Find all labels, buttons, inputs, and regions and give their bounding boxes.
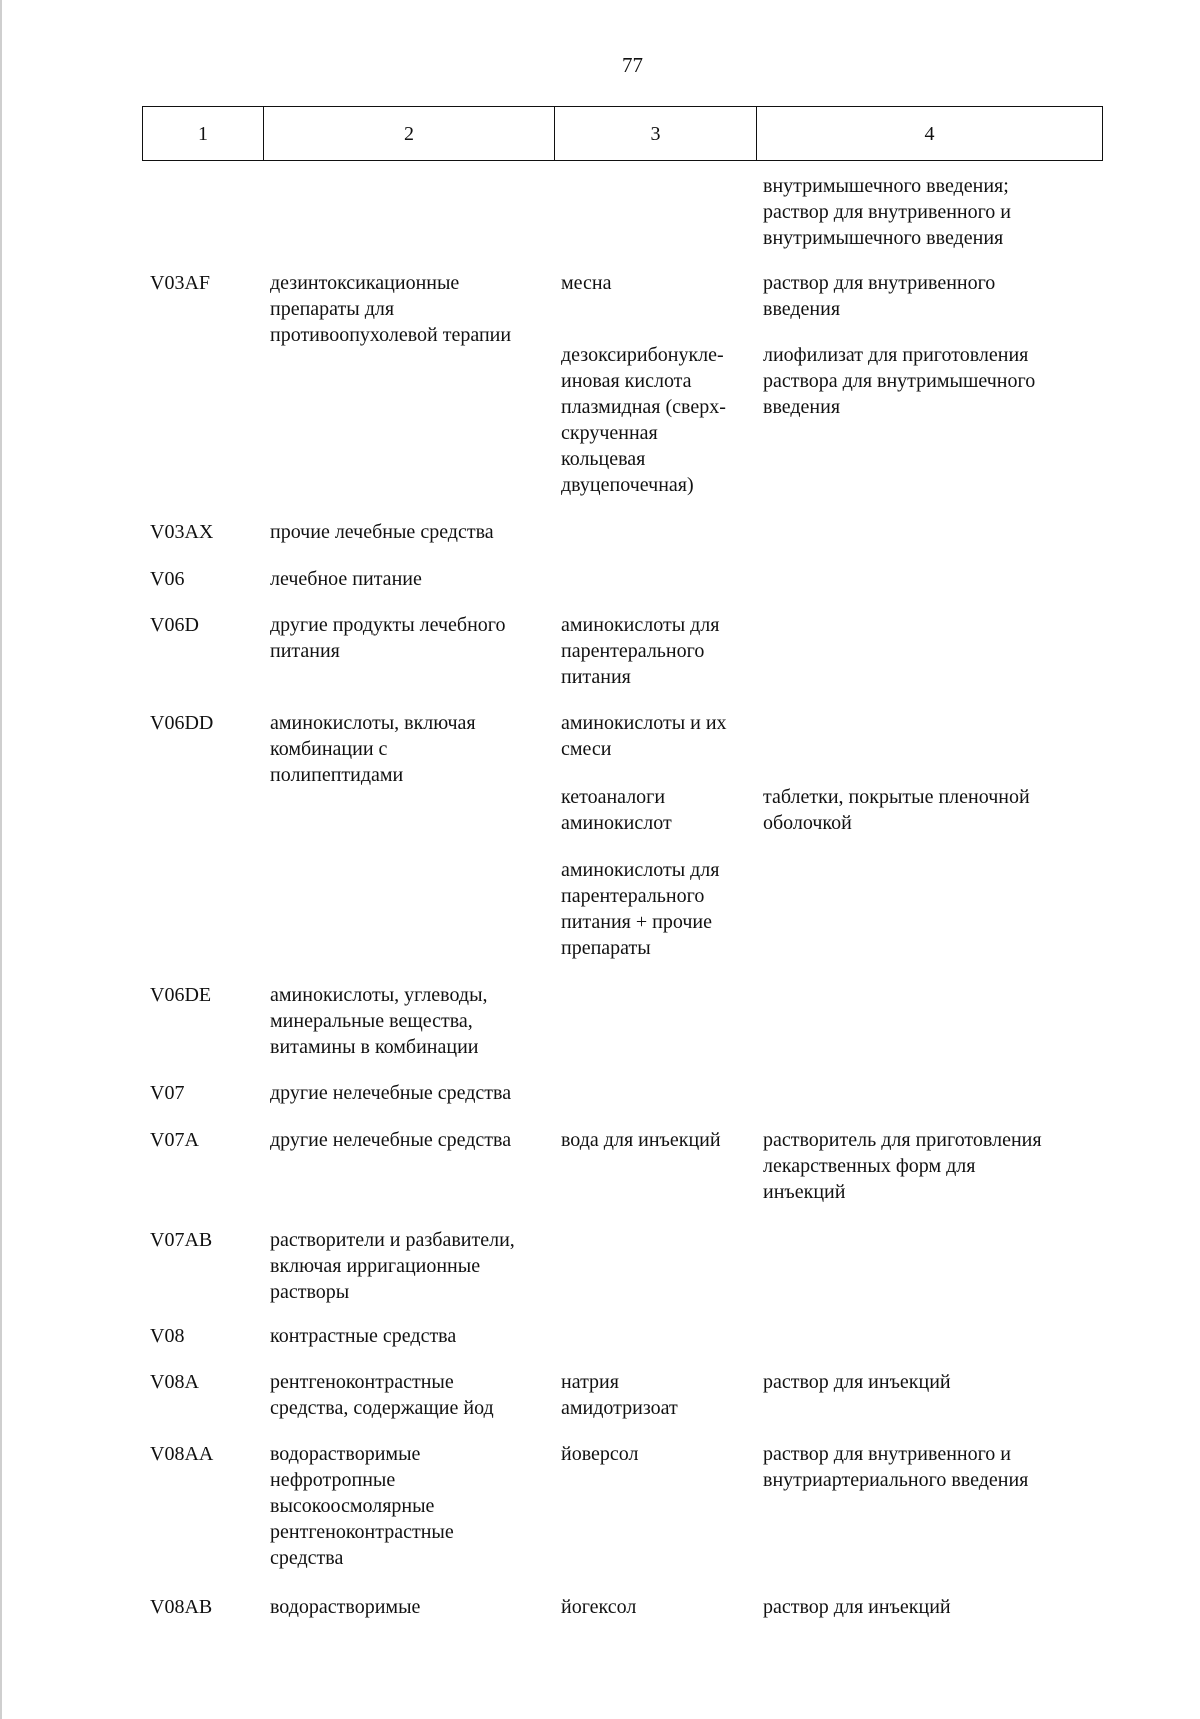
code-cell <box>150 519 213 545</box>
cell-line: лиофилизат для приготовления <box>763 344 1029 366</box>
cell-line: йогексол <box>561 1596 637 1618</box>
page-number: 77 <box>622 53 643 77</box>
cell-line: нефротропные <box>270 1469 396 1491</box>
cell-line: V06 <box>150 568 185 590</box>
code-cell <box>150 710 213 736</box>
cell-line: растворы <box>270 1281 350 1303</box>
cell-line: включая ирригационные <box>270 1255 481 1277</box>
cell-line: парентерального <box>561 885 705 907</box>
cell-line: раствор для внутривенного <box>763 272 996 294</box>
page-edge-line <box>0 0 2 1719</box>
header-col-4: 4 <box>757 107 1103 161</box>
header-row <box>143 107 1103 161</box>
cell-line: плазмидная (сверх- <box>561 396 726 418</box>
group-name-cell <box>270 612 506 664</box>
cell-line: внутримышечного введения <box>763 227 1004 249</box>
cell-line: V07A <box>150 1129 199 1151</box>
cell-line: V08 <box>150 1325 185 1347</box>
cell-line: раствор для внутривенного и <box>763 201 1012 223</box>
code-cell <box>150 1323 184 1349</box>
substance-cell <box>561 784 672 836</box>
code-cell <box>150 612 199 638</box>
cell-line: комбинации с <box>270 738 388 760</box>
cell-line: полипептидами <box>270 764 404 786</box>
cell-line: препараты <box>561 937 651 959</box>
group-name-cell <box>270 1323 456 1349</box>
substance-cell <box>561 1441 639 1467</box>
cell-line: лекарственных форм для <box>763 1155 976 1177</box>
cell-line: V03AF <box>150 272 211 294</box>
cell-line: двуцепочечная) <box>561 474 694 496</box>
substance-cell <box>561 1594 636 1620</box>
cell-line: аминокислоты и их <box>561 712 727 734</box>
cell-line: V06D <box>150 614 199 636</box>
cell-line: питания + прочие <box>561 911 712 933</box>
group-name-cell <box>270 1080 511 1106</box>
cell-line: витамины в комбинации <box>270 1036 479 1058</box>
cell-line: другие нелечебные средства <box>270 1129 512 1151</box>
table-header <box>142 106 1103 161</box>
cell-line: оболочкой <box>763 812 852 834</box>
group-name-cell <box>270 1441 454 1571</box>
cell-line: питания <box>270 640 340 662</box>
group-name-cell <box>270 519 494 545</box>
cell-line: V03AX <box>150 521 214 543</box>
code-cell <box>150 1127 199 1153</box>
group-name-cell <box>270 1369 494 1421</box>
cell-line: кетоаналоги <box>561 786 666 808</box>
cell-line: V07 <box>150 1082 185 1104</box>
cell-line: раствор для инъекций <box>763 1371 951 1393</box>
cell-line: вода для инъекций <box>561 1129 721 1151</box>
substance-cell <box>561 612 720 690</box>
code-cell <box>150 1441 213 1467</box>
cell-line: средства, содержащие йод <box>270 1397 494 1419</box>
cell-line: препараты для <box>270 298 395 320</box>
cell-line: внутримышечного введения; <box>763 175 1009 197</box>
cell-line: смеси <box>561 738 612 760</box>
code-cell <box>150 1080 184 1106</box>
cell-line: натрия <box>561 1371 619 1393</box>
substance-cell <box>561 857 720 961</box>
cell-line: питания <box>561 666 631 688</box>
dosage-form-cell <box>763 342 1035 420</box>
cell-line: аминокислоты, углеводы, <box>270 984 488 1006</box>
cell-line: V08AA <box>150 1443 214 1465</box>
cell-line: раствора для внутримышечного <box>763 370 1036 392</box>
substance-cell <box>561 1127 721 1153</box>
cell-line: введения <box>763 396 841 418</box>
substance-cell <box>561 1369 678 1421</box>
cell-line: введения <box>763 298 841 320</box>
cell-line: минеральные вещества, <box>270 1010 473 1032</box>
group-name-cell <box>270 710 476 788</box>
cell-line: аминокислоты для <box>561 614 720 636</box>
code-cell <box>150 566 184 592</box>
dosage-form-cell <box>763 270 995 322</box>
dosage-form-cell <box>763 1441 1028 1493</box>
code-cell <box>150 1369 199 1395</box>
header-col-2: 2 <box>264 107 555 161</box>
cell-line: амидотризоат <box>561 1397 678 1419</box>
cell-line: дезинтоксикационные <box>270 272 460 294</box>
cell-line: парентерального <box>561 640 705 662</box>
cell-line: V06DD <box>150 712 214 734</box>
cell-line: аминокислот <box>561 812 672 834</box>
cell-line: месна <box>561 272 612 294</box>
dosage-form-cell <box>763 173 1011 251</box>
cell-line: высокоосмолярные <box>270 1495 435 1517</box>
cell-line: лечебное питание <box>270 568 422 590</box>
group-name-cell <box>270 1594 420 1620</box>
cell-line: V07AB <box>150 1229 213 1251</box>
group-name-cell <box>270 982 488 1060</box>
header-col-3: 3 <box>555 107 757 161</box>
code-cell <box>150 982 211 1008</box>
substance-cell <box>561 710 727 762</box>
substance-cell <box>561 342 726 498</box>
cell-line: иновая кислота <box>561 370 692 392</box>
group-name-cell <box>270 1227 515 1305</box>
dosage-form-cell <box>763 1127 1042 1205</box>
dosage-form-cell <box>763 784 1030 836</box>
cell-line: скрученная <box>561 422 658 444</box>
cell-line: другие нелечебные средства <box>270 1082 512 1104</box>
cell-line: V06DE <box>150 984 212 1006</box>
cell-line: средства <box>270 1547 344 1569</box>
substance-cell <box>561 270 612 296</box>
cell-line: V08A <box>150 1371 199 1393</box>
cell-line: раствор для внутривенного и <box>763 1443 1012 1465</box>
cell-line: аминокислоты для <box>561 859 720 881</box>
cell-line: йоверсол <box>561 1443 639 1465</box>
dosage-form-cell <box>763 1369 951 1395</box>
cell-line: другие продукты лечебного <box>270 614 506 636</box>
group-name-cell <box>270 270 511 348</box>
code-cell <box>150 270 210 296</box>
cell-line: таблетки, покрытые пленочной <box>763 786 1030 808</box>
cell-line: инъекций <box>763 1181 846 1203</box>
cell-line: дезоксирибонукле- <box>561 344 724 366</box>
group-name-cell <box>270 566 422 592</box>
cell-line: V08AB <box>150 1596 213 1618</box>
cell-line: противоопухолевой терапии <box>270 324 512 346</box>
dosage-form-cell <box>763 1594 951 1620</box>
cell-line: контрастные средства <box>270 1325 457 1347</box>
cell-line: кольцевая <box>561 448 646 470</box>
cell-line: рентгеноконтрастные <box>270 1371 454 1393</box>
cell-line: растворитель для приготовления <box>763 1129 1042 1151</box>
group-name-cell <box>270 1127 511 1153</box>
cell-line: водорастворимые <box>270 1443 421 1465</box>
header-col-1: 1 <box>143 107 264 161</box>
cell-line: раствор для инъекций <box>763 1596 951 1618</box>
code-cell <box>150 1594 212 1620</box>
cell-line: растворители и разбавители, <box>270 1229 515 1251</box>
cell-line: внутриартериального введения <box>763 1469 1029 1491</box>
cell-line: аминокислоты, включая <box>270 712 476 734</box>
cell-line: прочие лечебные средства <box>270 521 494 543</box>
code-cell <box>150 1227 212 1253</box>
cell-line: рентгеноконтрастные <box>270 1521 454 1543</box>
cell-line: водорастворимые <box>270 1596 421 1618</box>
